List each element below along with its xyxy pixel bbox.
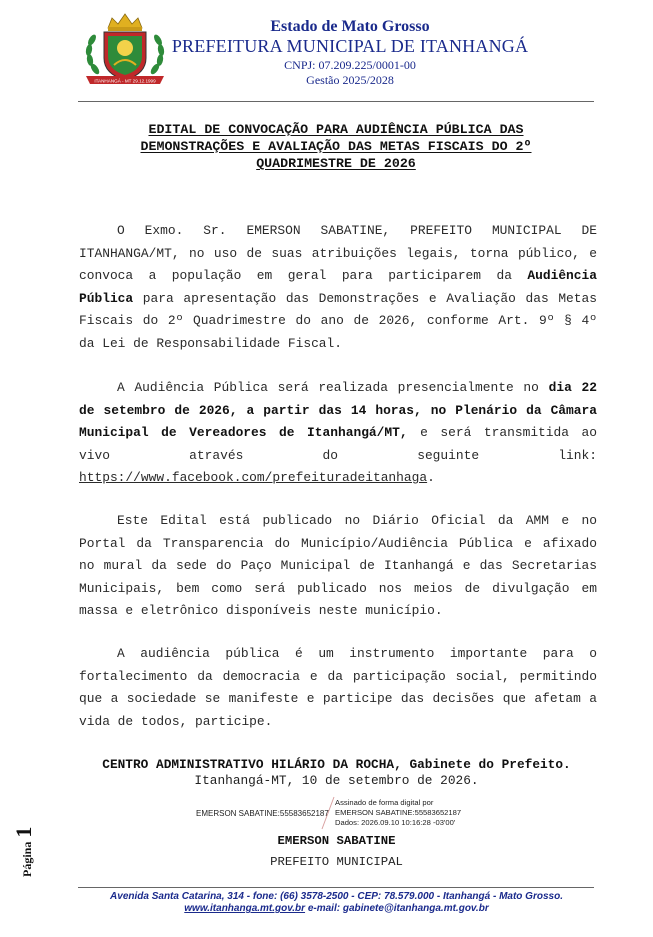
paragraph2-text-2: e será transmitida ao vivo através do seguinte link:	[79, 425, 597, 463]
footer-contact	[70, 903, 603, 914]
facebook-link[interactable]: https://www.facebook.com/prefeituradeitanhaga	[79, 470, 428, 485]
paragraph1-bold: Audiência Pública	[79, 268, 597, 306]
svg-text:ITANHANGÁ - MT 29.12.1999: ITANHANGÁ - MT 29.12.1999	[94, 78, 156, 84]
header-cnpj: CNPJ: 07.209.225/0001-00	[284, 58, 416, 72]
title-line-1: EDITAL DE CONVOCAÇÃO PARA AUDIÊNCIA PÚBLICA DAS	[148, 122, 524, 137]
footer-website-link[interactable]: www.itanhanga.mt.gov.br	[184, 903, 306, 914]
digital-signature-block	[335, 798, 461, 828]
signer-name: EMERSON SABATINE	[277, 834, 396, 848]
paragraph-convocation	[79, 220, 597, 355]
paragraph-importance	[79, 643, 597, 733]
paragraph4-text: A audiência pública é um instrumento importante para o fortalecimento da democracia e da participação social, permitindo que a sociedade se manifeste e participe das decisões que afetam a vida de todos, participe.	[79, 646, 597, 729]
digital-signature-line-3: Dados: 2026.09.10 10:16:28 -03'00'	[335, 818, 456, 827]
header-divider	[78, 101, 594, 102]
digital-signature-line-1: Assinado de forma digital por	[335, 798, 434, 807]
paragraph3-text: Este Edital está publicado no Diário Oficial da AMM e no Portal da Transparencia do Município/Audiência Pública e afixado no mural da sede do Paço Municipal de Itanhangá e das Secretarias Municipais, bem como será publicado nos meios de divulgação em massa e eletrônico disponíveis neste município.	[79, 513, 597, 618]
signature-id: EMERSON SABATINE:55583652187	[196, 809, 329, 818]
paragraph2-text-3: .	[427, 470, 435, 485]
header-gestao: Gestão 2025/2028	[306, 73, 394, 87]
paragraph2-bold: dia 22 de setembro de 2026, a partir das 14 horas, no Plenário da Câmara Municipal de Vereadores de Itanhangá/MT,	[79, 380, 597, 440]
footer-address: Avenida Santa Catarina, 314 - fone: (66) 3578-2500 - CEP: 78.579.000 - Itanhangá - Mato Grosso.	[110, 891, 563, 902]
paragraph1-text-2: para apresentação das Demonstrações e Avaliação das Metas Fiscais do 2º Quadrimestre do ano de 2026, conforme Art. 9º § 4º da Lei de Responsabilidade Fiscal.	[79, 290, 597, 351]
header-state: Estado de Mato Grosso	[270, 18, 430, 35]
footer-email: e-mail: gabinete@itanhanga.mt.gov.br	[305, 903, 489, 914]
municipal-crest-logo	[78, 10, 172, 90]
signer-role: PREFEITO MUNICIPAL	[270, 855, 403, 869]
page-label-text: Página	[20, 841, 34, 877]
paragraph1-text-1: O Exmo. Sr. EMERSON SABATINE, PREFEITO MUNICIPAL DE ITANHANGA/MT, no uso de suas atribuições legais, torna público, e convoca a população em geral para participarem da	[79, 223, 597, 283]
title-line-3: QUADRIMESTRE DE 2026	[256, 156, 416, 171]
place-date: Itanhangá-MT, 10 de setembro de 2026.	[194, 773, 479, 788]
title-line-2: DEMONSTRAÇÕES E AVALIAÇÃO DAS METAS FISCAIS DO 2º	[140, 139, 532, 154]
document-title	[95, 121, 577, 172]
paragraph-hearing-details	[79, 377, 597, 490]
digital-signature-line-2: EMERSON SABATINE:55583652187	[335, 808, 462, 817]
paragraph-publication	[79, 510, 597, 623]
paragraph2-text-1: A Audiência Pública será realizada presencialmente no	[117, 380, 549, 395]
office-line	[70, 757, 603, 772]
footer-divider	[78, 887, 594, 888]
header-prefecture: PREFEITURA MUNICIPAL DE ITANHANGÁ	[171, 36, 529, 56]
office-rest: Gabinete do Prefeito.	[401, 757, 571, 772]
page-number: 1	[11, 826, 36, 838]
page-number-label	[11, 817, 36, 877]
office-bold: CENTRO ADMINISTRATIVO HILÁRIO DA ROCHA,	[102, 757, 402, 772]
